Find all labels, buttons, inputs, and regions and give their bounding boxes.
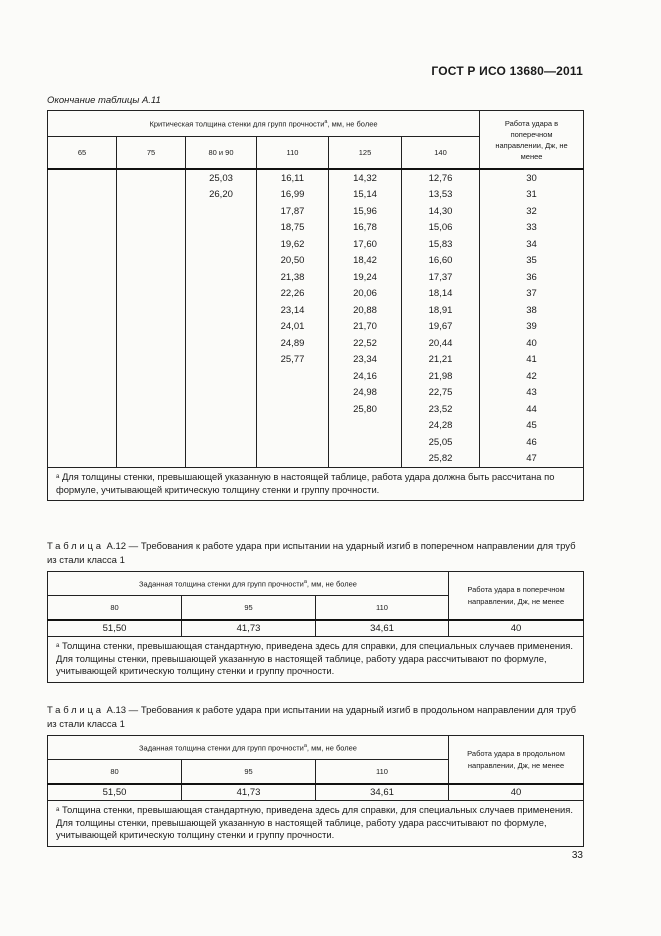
table-cell: 25,77: [257, 352, 329, 369]
table-cell: [117, 302, 186, 319]
table-cell: [117, 236, 186, 253]
table-cell: 25,03: [186, 169, 257, 187]
table-cell: [186, 286, 257, 303]
table-row: [48, 434, 584, 451]
table-cell: [48, 401, 117, 418]
table-cell: [257, 434, 329, 451]
table-cell: 21,21: [402, 352, 480, 369]
table-row: [48, 236, 584, 253]
table-cell: 21,98: [402, 368, 480, 385]
table-a11-group-header: Критическая толщина стенки для групп прочности$^а$, мм, не более: [48, 111, 480, 137]
table-cell: [117, 434, 186, 451]
table-cell: 24,89: [257, 335, 329, 352]
table-cell: 18,42: [329, 253, 402, 270]
table-row: [48, 203, 584, 220]
table-cell: [186, 236, 257, 253]
column-header-65: 65: [48, 137, 117, 170]
table-cell: 18,75: [257, 220, 329, 237]
table-a13: [47, 735, 584, 847]
table-cell: 15,06: [402, 220, 480, 237]
table-row: [48, 401, 584, 418]
table-cell: [117, 286, 186, 303]
table-cell: 34: [480, 236, 584, 253]
column-header-110: 110: [316, 596, 449, 621]
table-cell: [48, 434, 117, 451]
table-cell: [48, 253, 117, 270]
table-cell: 17,37: [402, 269, 480, 286]
column-header-140: 140: [402, 137, 480, 170]
table-cell: 26,20: [186, 187, 257, 204]
table-cell: [186, 434, 257, 451]
table-a11-body: [48, 169, 584, 468]
table-cell: 14,30: [402, 203, 480, 220]
table-cell: 42: [480, 368, 584, 385]
column-header-110: 110: [257, 137, 329, 170]
table-a13-caption: Таблица А.13 — Требования к работе удара при испытании на ударный изгиб в продольном направлении для труб из стали класса 1: [47, 705, 577, 730]
table-a13-group-header: Заданная толщина стенки для групп прочности$^а$, мм, не более: [48, 736, 449, 760]
table-cell: 16,60: [402, 253, 480, 270]
table-cell: 47: [480, 451, 584, 468]
value-95: 41,73: [182, 784, 316, 801]
table-row: [48, 269, 584, 286]
table-row: [48, 352, 584, 369]
table-cell: [186, 203, 257, 220]
table-cell: [257, 368, 329, 385]
table-cell: 32: [480, 203, 584, 220]
table-cell: [186, 253, 257, 270]
column-header-80: 80: [48, 596, 182, 621]
table-cell: 21,38: [257, 269, 329, 286]
column-header-75: 75: [117, 137, 186, 170]
table-cell: [48, 286, 117, 303]
table-cell: 19,67: [402, 319, 480, 336]
table-cell: 19,62: [257, 236, 329, 253]
table-cell: 22,75: [402, 385, 480, 402]
table-cell: 24,28: [402, 418, 480, 435]
table-cell: 14,32: [329, 169, 402, 187]
value-impact: 40: [449, 620, 584, 637]
table-cell: [117, 269, 186, 286]
table-cell: [329, 451, 402, 468]
table-a12: [47, 571, 584, 683]
table-cell: 41: [480, 352, 584, 369]
page-number: 33: [571, 850, 583, 861]
table-row: [48, 302, 584, 319]
column-header-95: 95: [182, 760, 316, 785]
table-cell: [117, 368, 186, 385]
table-cell: [48, 169, 117, 187]
table-cell: 31: [480, 187, 584, 204]
table-row: [48, 418, 584, 435]
table-cell: [48, 368, 117, 385]
table-cell: [186, 269, 257, 286]
value-110: 34,61: [316, 620, 449, 637]
table-cell: 17,60: [329, 236, 402, 253]
table-cell: 43: [480, 385, 584, 402]
table-cell: [186, 352, 257, 369]
table-cell: [117, 169, 186, 187]
value-95: 41,73: [182, 620, 316, 637]
table-row: [48, 368, 584, 385]
table-cell: [186, 418, 257, 435]
table-row: [48, 335, 584, 352]
table-cell: [117, 451, 186, 468]
table-cell: [48, 302, 117, 319]
table-cell: [48, 203, 117, 220]
table-cell: 20,44: [402, 335, 480, 352]
table-a12-impact-header: Работа удара в поперечном направлении, Дж, не менее: [449, 572, 584, 621]
table-cell: [186, 385, 257, 402]
table-cell: 44: [480, 401, 584, 418]
value-80: 51,50: [48, 620, 182, 637]
table-cell: [186, 401, 257, 418]
document-code: ГОСТ Р ИСО 13680—2011: [431, 64, 583, 78]
table-cell: 23,34: [329, 352, 402, 369]
table-cell: [117, 203, 186, 220]
table-cell: [186, 220, 257, 237]
table-cell: [48, 385, 117, 402]
table-cell: [329, 418, 402, 435]
column-header-80: 80: [48, 760, 182, 785]
table-cell: 37: [480, 286, 584, 303]
table-row: [48, 169, 584, 187]
table-a11-footnote: $^а$ Для толщины стенки, превышающей указанную в настоящей таблице, работа удара должна быть рассчитана по формуле, учитывающей критическую толщину стенки и группу прочности.: [48, 468, 584, 501]
table-cell: [48, 269, 117, 286]
table-cell: [117, 187, 186, 204]
table-cell: 16,11: [257, 169, 329, 187]
table-cell: [186, 368, 257, 385]
table-cell: [48, 451, 117, 468]
table-cell: 45: [480, 418, 584, 435]
table-a12-footnote: $^а$ Толщина стенки, превышающая стандартную, приведена здесь для справки, для специальных случаев применения. Для толщины стенки, превышающей указанную в настоящей таблице, работу удара рассчитывают по формуле, учитывающей критическую толщину стенки и группу прочности.: [48, 637, 584, 683]
table-cell: [329, 434, 402, 451]
table-cell: 15,83: [402, 236, 480, 253]
table-cell: 20,06: [329, 286, 402, 303]
table-cell: 17,87: [257, 203, 329, 220]
table-cell: 35: [480, 253, 584, 270]
table-cell: 15,14: [329, 187, 402, 204]
table-cell: 24,01: [257, 319, 329, 336]
table-a12-group-header: Заданная толщина стенки для групп прочности$^а$, мм, не более: [48, 572, 449, 596]
table-cell: 23,52: [402, 401, 480, 418]
table-a13-footnote: $^а$ Толщина стенки, превышающая стандартную, приведена здесь для справки, для специальных случаев применения. Для толщины стенки, превышающей указанную в настоящей таблице, работу удара рассчитывают по формуле, учитывающей критическую толщину стенки и группу прочности.: [48, 801, 584, 847]
table-cell: [117, 319, 186, 336]
table-cell: 20,88: [329, 302, 402, 319]
value-impact: 40: [449, 784, 584, 801]
table-cell: 46: [480, 434, 584, 451]
table-row: [48, 286, 584, 303]
table-cell: [48, 236, 117, 253]
table-cell: [48, 418, 117, 435]
table-cell: [48, 187, 117, 204]
table-cell: [117, 335, 186, 352]
table-cell: [48, 319, 117, 336]
table-cell: 19,24: [329, 269, 402, 286]
table-cell: 20,50: [257, 253, 329, 270]
table-cell: 40: [480, 335, 584, 352]
column-header-125: 125: [329, 137, 402, 170]
table-cell: 25,05: [402, 434, 480, 451]
table-row: [48, 253, 584, 270]
table-cell: [257, 418, 329, 435]
table-row: [48, 319, 584, 336]
column-header-80-90: 80 и 90: [186, 137, 257, 170]
table-cell: 38: [480, 302, 584, 319]
table-cell: 25,82: [402, 451, 480, 468]
table-cell: 21,70: [329, 319, 402, 336]
table-cell: 33: [480, 220, 584, 237]
table-cell: [186, 319, 257, 336]
table-row: [48, 451, 584, 468]
table-row: [48, 187, 584, 204]
table-cell: [48, 335, 117, 352]
table-row: [48, 385, 584, 402]
table-cell: [186, 451, 257, 468]
table-a12-caption: Таблица А.12 — Требования к работе удара при испытании на ударный изгиб в поперечном направлении для труб из стали класса 1: [47, 541, 576, 566]
table-cell: 15,96: [329, 203, 402, 220]
table-cell: 22,26: [257, 286, 329, 303]
table-cell: 23,14: [257, 302, 329, 319]
table-a11: [47, 110, 584, 501]
table-cell: [117, 352, 186, 369]
table-cell: 39: [480, 319, 584, 336]
table-cell: 36: [480, 269, 584, 286]
table-a11-impact-header: Работа удара в поперечном направлении, Дж, не менее: [480, 111, 584, 170]
table-cell: 18,14: [402, 286, 480, 303]
table-row: [48, 220, 584, 237]
table-cell: [186, 335, 257, 352]
table-cell: 13,53: [402, 187, 480, 204]
table-cell: [117, 253, 186, 270]
table-cell: [257, 401, 329, 418]
table-cell: 16,78: [329, 220, 402, 237]
value-110: 34,61: [316, 784, 449, 801]
table-cell: [117, 418, 186, 435]
table-cell: 12,76: [402, 169, 480, 187]
table-cell: 30: [480, 169, 584, 187]
table-cell: 16,99: [257, 187, 329, 204]
table-cell: [117, 401, 186, 418]
table-a13-impact-header: Работа удара в продольном направлении, Дж, не менее: [449, 736, 584, 785]
column-header-95: 95: [182, 596, 316, 621]
table-cell: 24,16: [329, 368, 402, 385]
table-cell: 25,80: [329, 401, 402, 418]
table-a11-caption: Окончание таблицы А.11: [47, 95, 161, 106]
column-header-110: 110: [316, 760, 449, 785]
table-cell: 24,98: [329, 385, 402, 402]
table-cell: 22,52: [329, 335, 402, 352]
table-cell: [257, 451, 329, 468]
table-cell: [257, 385, 329, 402]
table-cell: [117, 220, 186, 237]
table-cell: 18,91: [402, 302, 480, 319]
value-80: 51,50: [48, 784, 182, 801]
table-cell: [48, 220, 117, 237]
table-cell: [186, 302, 257, 319]
table-cell: [117, 385, 186, 402]
table-cell: [48, 352, 117, 369]
